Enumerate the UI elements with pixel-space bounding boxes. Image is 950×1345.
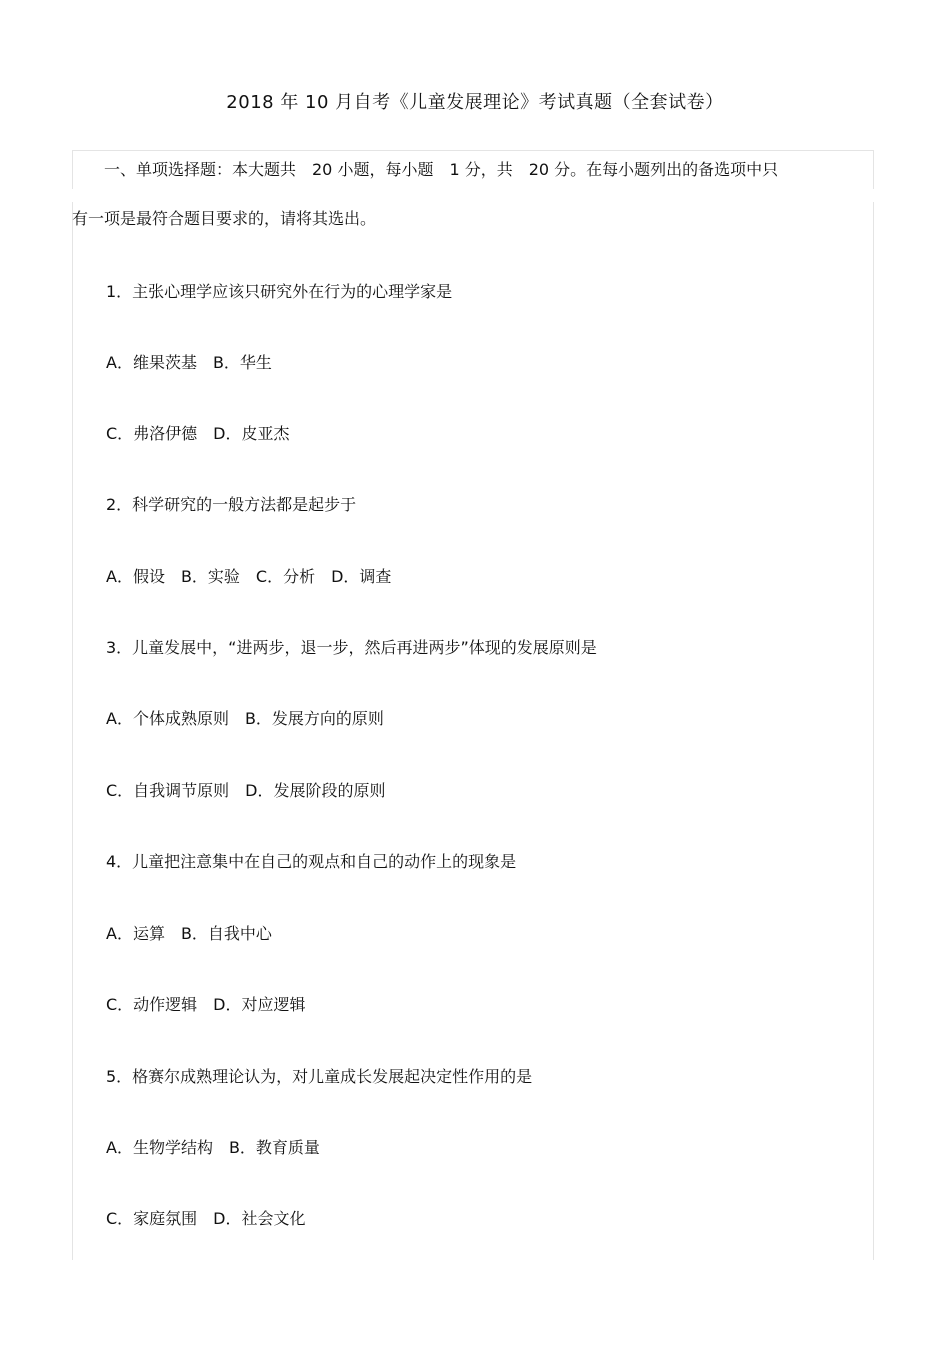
document-title: 2018 年 10 月自考《儿童发展理论》考试真题（全套试卷）: [226, 92, 724, 113]
question-2-stem: 2．科学研究的一般方法都是起步于: [106, 495, 357, 514]
question-3-stem: 3．儿童发展中，“进两步，退一步，然后再进两步”体现的发展原则是: [106, 638, 597, 657]
section-instructions-line-2: 有一项是最符合题目要求的，请将其选出。: [72, 209, 377, 228]
question-4-options-ab: A．运算 B．自我中心: [106, 924, 272, 943]
question-1-options-cd: C．弗洛伊德 D．皮亚杰: [106, 424, 290, 443]
question-5-options-ab: A．生物学结构 B．教育质量: [106, 1138, 320, 1157]
question-3-options-ab: A．个体成熟原则 B．发展方向的原则: [106, 709, 384, 728]
question-2-options: A．假设 B．实验 C．分析 D．调查: [106, 567, 392, 586]
question-5-options-cd: C．家庭氛围 D．社会文化: [106, 1209, 306, 1228]
question-5-stem: 5．格赛尔成熟理论认为，对儿童成长发展起决定性作用的是: [106, 1067, 533, 1086]
question-3-options-cd: C．自我调节原则 D．发展阶段的原则: [106, 781, 386, 800]
question-4-options-cd: C．动作逻辑 D．对应逻辑: [106, 995, 306, 1014]
question-1-stem: 1．主张心理学应该只研究外在行为的心理学家是: [106, 282, 453, 301]
section-instructions-line-1: 一、单项选择题：本大题共 20 小题，每小题 1 分，共 20 分。在每小题列出的备选项中只: [104, 160, 779, 179]
question-1-options-ab: A．维果茨基 B．华生: [106, 353, 272, 372]
question-4-stem: 4．儿童把注意集中在自己的观点和自己的动作上的现象是: [106, 852, 517, 871]
